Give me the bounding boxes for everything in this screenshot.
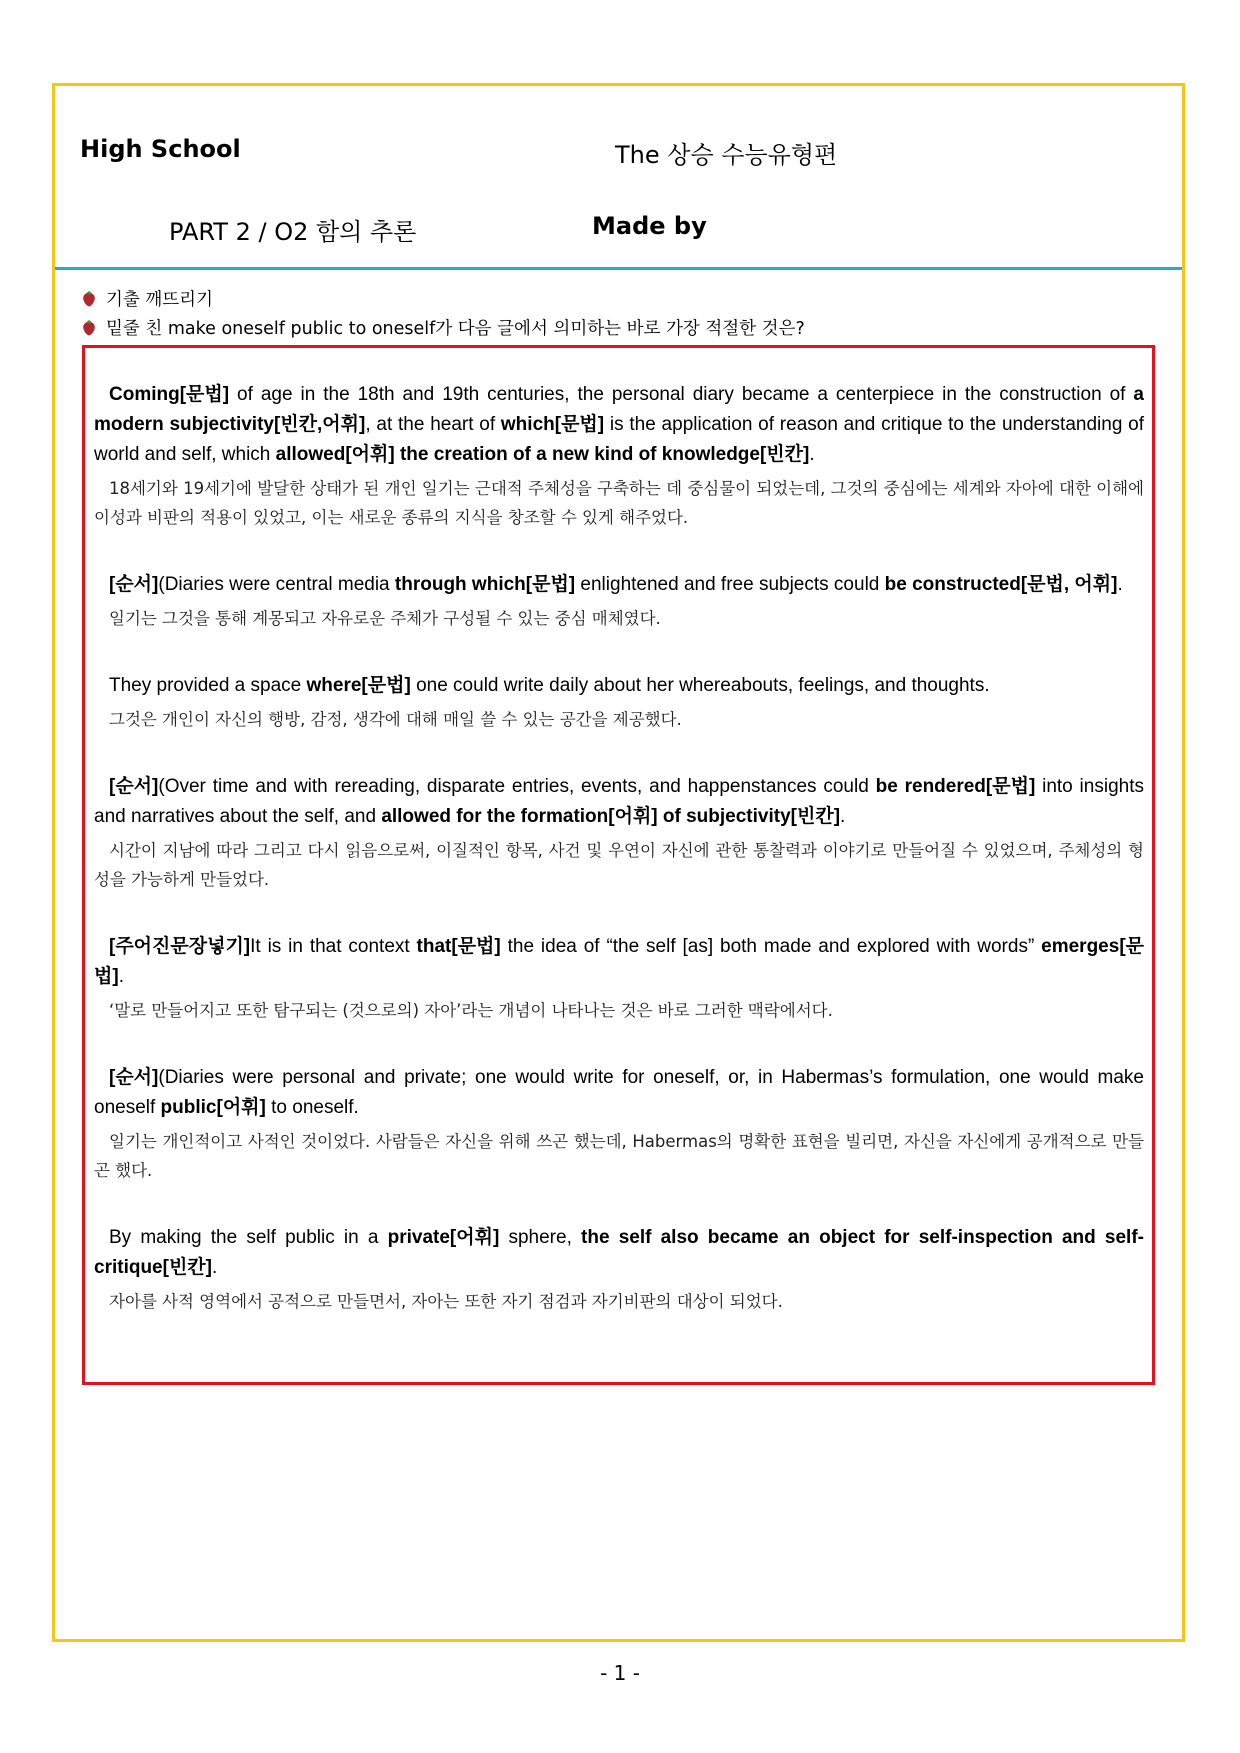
sentence-text: into insights and narratives about the self, and bbox=[94, 776, 1144, 827]
annotated-phrase: public[어휘] bbox=[160, 1097, 266, 1118]
sentence-text: It is in that context bbox=[250, 936, 417, 957]
english-sentence bbox=[94, 772, 1144, 832]
question-prompt bbox=[82, 315, 805, 340]
passage-paragraph bbox=[94, 772, 1144, 894]
page-header bbox=[55, 86, 1182, 270]
passage-paragraph bbox=[94, 570, 1144, 633]
annotated-phrase: [순서] bbox=[109, 574, 159, 595]
passage-paragraph bbox=[94, 1063, 1144, 1185]
sentence-text: . bbox=[212, 1257, 218, 1278]
annotated-phrase: [순서] bbox=[109, 776, 159, 797]
part-title: PART 2 / O2 함의 추론 bbox=[169, 218, 417, 246]
strawberry-icon bbox=[82, 290, 96, 307]
passage-paragraph bbox=[94, 1223, 1144, 1316]
sentence-text: By making the self public in a bbox=[109, 1227, 388, 1248]
sentence-text: is the application of reason and critique to the understanding of world and self, which bbox=[94, 414, 1145, 465]
english-sentence bbox=[94, 671, 1144, 701]
annotated-phrase: that[문법] bbox=[416, 936, 501, 957]
korean-translation: 일기는 개인적이고 사적인 것이었다. 사람들은 자신을 위해 쓰곤 했는데, Habermas의 명확한 표현을 빌리면, 자신을 자신에게 공개적으로 만들곤 했다. bbox=[94, 1132, 1144, 1180]
english-sentence bbox=[94, 1063, 1144, 1123]
sentence-text: , at the heart of bbox=[365, 414, 501, 435]
annotated-phrase: be constructed[문법, 어휘] bbox=[884, 574, 1118, 595]
book-title: The 상승 수능유형편 bbox=[615, 141, 838, 169]
annotated-phrase: emerges[문법] bbox=[94, 936, 1144, 987]
section-heading bbox=[82, 286, 213, 311]
sentence-text: . bbox=[809, 444, 815, 465]
made-by-label: Made by bbox=[592, 212, 707, 240]
annotated-phrase: where[문법] bbox=[306, 675, 411, 696]
annotated-phrase: private[어휘] bbox=[387, 1227, 500, 1248]
annotated-phrase: allowed for the formation[어휘] of subjectivity[빈칸] bbox=[381, 806, 841, 827]
sentence-text: . bbox=[118, 966, 124, 987]
korean-translation: 자아를 사적 영역에서 공적으로 만들면서, 자아는 또한 자기 점검과 자기비판의 대상이 되었다. bbox=[109, 1292, 783, 1311]
english-sentence bbox=[94, 932, 1144, 992]
english-sentence bbox=[94, 570, 1144, 600]
annotated-phrase: which[문법] bbox=[500, 414, 605, 435]
question-prompt-text: 밑줄 친 make oneself public to oneself가 다음 글에서 의미하는 바로 가장 적절한 것은? bbox=[106, 319, 805, 339]
korean-translation: 시간이 지남에 따라 그리고 다시 읽음으로써, 이질적인 항목, 사건 및 우연이 자신에 관한 통찰력과 이야기로 만들어질 수 있었으며, 주체성의 형성을 가능하게 만들었다. bbox=[94, 841, 1144, 889]
sentence-text: sphere, bbox=[499, 1227, 582, 1248]
annotated-phrase: the self also became an object for self-inspection and self-critique[빈칸] bbox=[94, 1227, 1144, 1278]
sentence-text: one could write daily about her whereabouts, feelings, and thoughts. bbox=[410, 675, 990, 696]
passage-paragraph bbox=[94, 671, 1144, 734]
section-heading-text: 기출 깨뜨리기 bbox=[106, 290, 213, 310]
annotated-phrase: [순서] bbox=[109, 1067, 159, 1088]
passage-paragraph bbox=[94, 932, 1144, 1025]
strawberry-icon bbox=[82, 319, 96, 336]
korean-translation: 그것은 개인이 자신의 행방, 감정, 생각에 대해 매일 쓸 수 있는 공간을 제공했다. bbox=[109, 710, 682, 729]
sentence-text: the idea of “the self [as] both made and explored with words” bbox=[500, 936, 1042, 957]
annotated-phrase: be rendered[문법] bbox=[875, 776, 1036, 797]
annotated-phrase: [주어진문장넣기] bbox=[109, 936, 251, 957]
page-number: - 1 - bbox=[600, 1661, 640, 1685]
annotated-phrase: through which[문법] bbox=[394, 574, 576, 595]
sentence-text: They provided a space bbox=[109, 675, 307, 696]
sentence-text: . bbox=[840, 806, 846, 827]
sentence-text: (Diaries were central media bbox=[158, 574, 395, 595]
sentence-text: (Diaries were personal and private; one would write for oneself, or, in Habermas’s formulation, one would make oneself bbox=[94, 1067, 1144, 1118]
annotated-phrase: a modern subjectivity[빈칸,어휘] bbox=[94, 384, 1144, 435]
passage-box bbox=[82, 345, 1155, 1385]
annotated-phrase: allowed[어휘] the creation of a new kind of knowledge[빈칸] bbox=[275, 444, 810, 465]
korean-translation: 일기는 그것을 통해 계몽되고 자유로운 주체가 구성될 수 있는 중심 매체였다. bbox=[109, 609, 661, 628]
english-sentence bbox=[94, 380, 1144, 470]
school-level: High School bbox=[80, 135, 241, 163]
korean-translation: ‘말로 만들어지고 또한 탐구되는 (것으로의) 자아’라는 개념이 나타나는 것은 바로 그러한 맥락에서다. bbox=[109, 1001, 833, 1020]
sentence-text: . bbox=[1117, 574, 1123, 595]
page-frame bbox=[52, 83, 1185, 1642]
annotated-phrase: Coming[문법] bbox=[109, 384, 230, 405]
sentence-text: of age in the 18th and 19th centuries, the personal diary became a centerpiece in the construction of bbox=[229, 384, 1134, 405]
passage-paragraph bbox=[94, 380, 1144, 532]
sentence-text: enlightened and free subjects could bbox=[575, 574, 885, 595]
english-sentence bbox=[94, 1223, 1144, 1283]
sentence-text: to oneself. bbox=[265, 1097, 359, 1118]
sentence-text: (Over time and with rereading, disparate entries, events, and happenstances could bbox=[158, 776, 876, 797]
passage-content bbox=[94, 380, 1144, 1354]
korean-translation: 18세기와 19세기에 발달한 상태가 된 개인 일기는 근대적 주체성을 구축하는 데 중심물이 되었는데, 그것의 중심에는 세계와 자아에 대한 이해에 이성과 비판의 적용이 있었고, 이는 새로운 종류의 지식을 창조할 수 있게 해주었다. bbox=[94, 479, 1144, 527]
